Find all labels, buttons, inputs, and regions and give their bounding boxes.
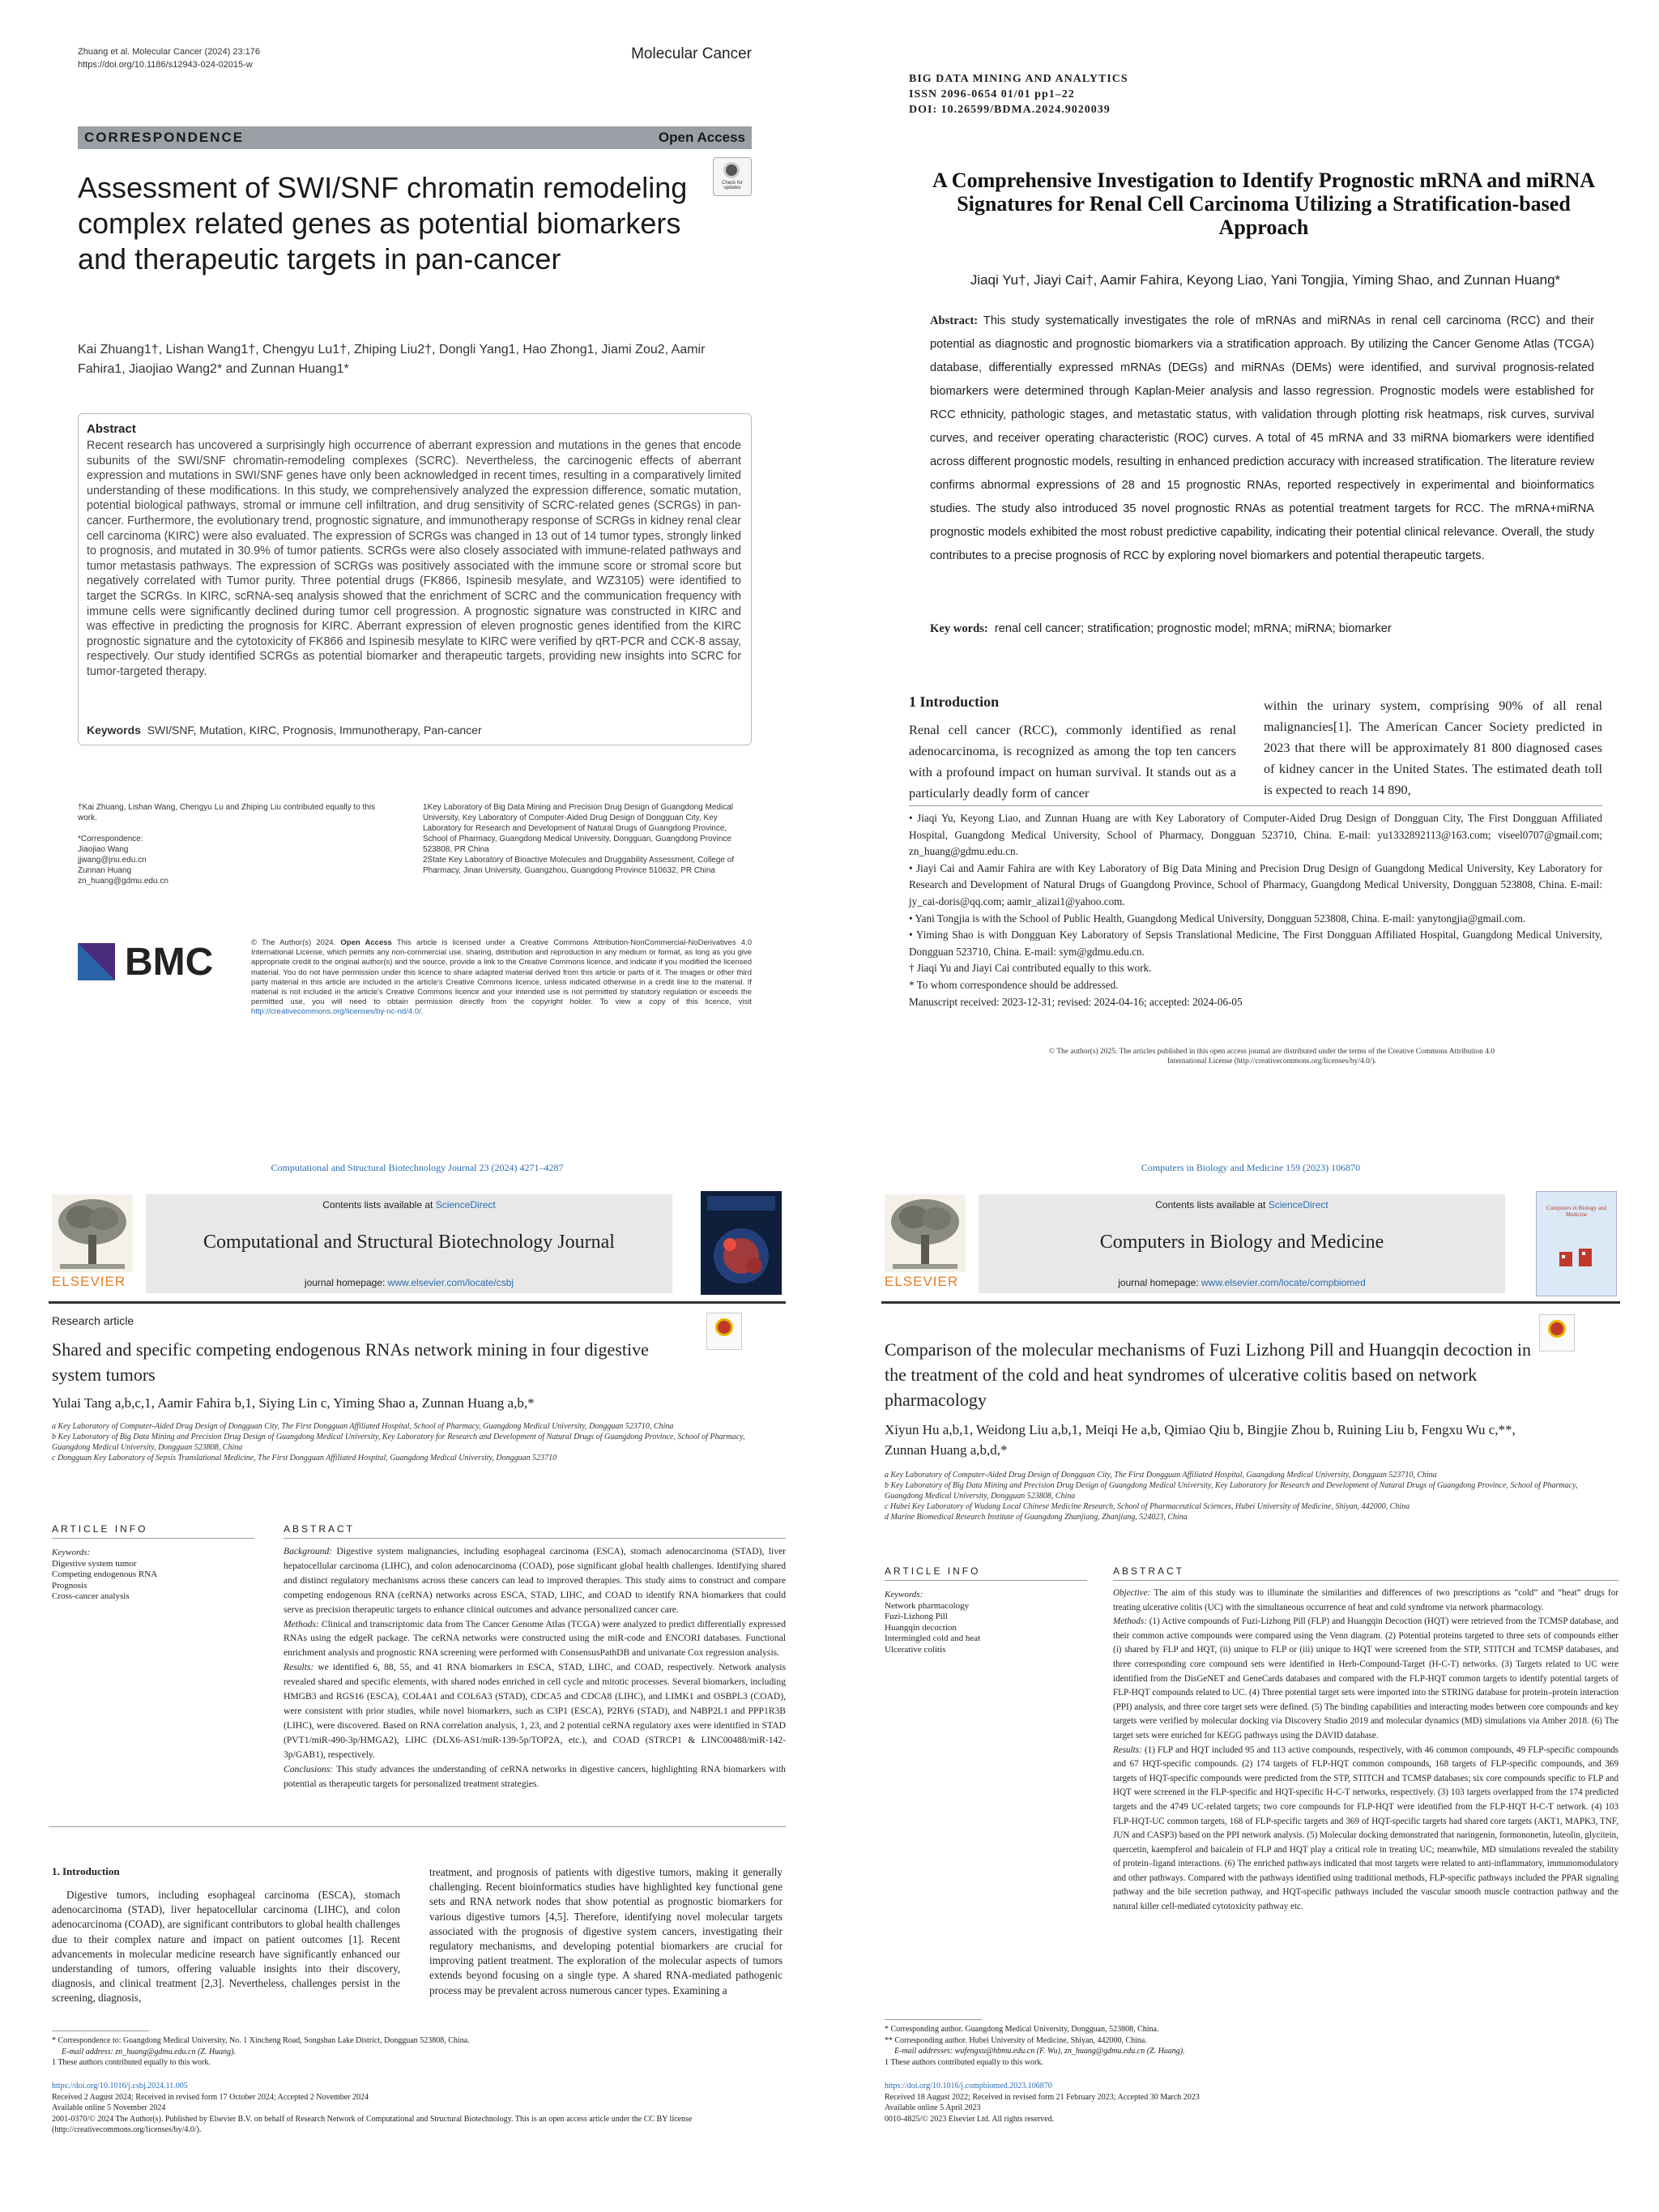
- paper-molecular-cancer: [73, 41, 761, 1029]
- abstract-body: The aim of this study was to illuminate the similarities and differences of two prescriptions as “cold” and “heat” drugs for treating ulcerative colitis (UC) with the simultaneous occurrence of heat and cold syndrome via network pharmacology.: [1113, 1588, 1618, 1612]
- journal-header-issn: ISSN 2096-0654 01/01 pp1–22: [909, 88, 1075, 100]
- contents-line: [979, 1199, 1505, 1211]
- abstract-paragraph: [1113, 1586, 1618, 1615]
- author-list: Jiaqi Yu†, Jiayi Cai†, Aamir Fahira, Keyong Liao, Yani Tongjia, Yiming Shao, and Zunnan Huang*: [970, 272, 1561, 288]
- keywords-label: Key words:: [930, 622, 988, 635]
- section-label: CORRESPONDENCE: [84, 130, 245, 145]
- crossmark-icon: [1548, 1320, 1566, 1338]
- abstract-text: [930, 310, 1594, 568]
- abstract-body: Digestive system malignancies, including esophageal carcinoma (ESCA), stomach adenocarcinoma (STAD), liver hepatocellular carcinoma (LIHC), and colon adenocarcinoma (COAD), pose significant global health challenges. Identifying shared and distinct regulatory mechanisms across these cancers can lead to improved therapies. This study aims to construct and compare competing endogenous RNA (ceRNA) networks across ESCA, STAD, LIHC, and COAD to identify RNA biomarkers that could serve as precision therapeutic targets to enhance clinical outcomes and advance personalized cancer care.: [284, 1546, 786, 1615]
- article-title: Assessment of SWI/SNF chromatin remodeling complex related genes as potential biomarkers and therapeutic targets in pan-cancer: [78, 171, 688, 275]
- article-info-heading: ARTICLE INFO: [885, 1565, 981, 1577]
- abstract-label: Results:: [284, 1662, 314, 1673]
- paper-csbj: [49, 1154, 786, 2167]
- abstract-bottom-rule: [49, 1826, 786, 1827]
- footnotes: [885, 2024, 1614, 2068]
- footnote-item: 1 These authors contributed equally to this work.: [52, 2058, 211, 2067]
- article-title: Comparison of the molecular mechanisms of Fuzi Lizhong Pill and Huangqin decoction in the treatment of the cold and heat syndromes of ulcerative colitis based on network pharmacology: [885, 1339, 1531, 1410]
- sciencedirect-link[interactable]: ScienceDirect: [1268, 1199, 1328, 1211]
- online-date: Available online 5 April 2023: [885, 2103, 981, 2112]
- footnote-item: E-mail addresses: wufengxu@hbmu.edu.cn (F. Wu), zn_huang@gdmu.edu.cn (Z. Huang).: [894, 2047, 1185, 2056]
- keywords-block: [52, 1548, 254, 1603]
- footnote-item: † Jiaqi Yu and Jiayi Cai contributed equally to this work.: [909, 962, 1152, 975]
- author-list: Kai Zhuang1†, Lishan Wang1†, Chengyu Lu1†, Zhiping Liu2†, Dongli Yang1, Hao Zhong1, Jiami Zou2, Aamir Fahira1, Jiaojiao Wang2* and Zunnan Huang1*: [78, 343, 706, 376]
- journal-header-name: BIG DATA MINING AND ANALYTICS: [909, 73, 1128, 85]
- affiliation-item: a Key Laboratory of Computer-Aided Drug Design of Dongguan City, The First Dongguan Affiliated Hospital, School of Pharmacy, Guangdong Medical University, Dongguan 523710, China: [52, 1422, 674, 1431]
- homepage-link[interactable]: www.elsevier.com/locate/compbiomed: [1201, 1277, 1366, 1288]
- contents-prefix: Contents lists available at: [1155, 1199, 1266, 1211]
- bmc-logo-text: BMC: [125, 941, 214, 984]
- license-line: 0010-4825/© 2023 Elsevier Ltd. All rights reserved.: [885, 2114, 1055, 2124]
- license-link[interactable]: http://creativecommons.org/licenses/by-nc-nd/4.0/.: [251, 1007, 424, 1017]
- keyword-item: Huangqin decoction: [885, 1622, 957, 1633]
- masthead: [979, 1194, 1505, 1293]
- article-meta: [885, 2081, 1614, 2124]
- abstract-label: Methods:: [284, 1618, 319, 1629]
- license-open-access: Open Access: [340, 938, 392, 947]
- license-text: [251, 938, 752, 1018]
- abstract-label: Results:: [1113, 1744, 1142, 1755]
- intro-heading: 1. Introduction: [52, 1865, 120, 1877]
- abstract-heading: ABSTRACT: [284, 1523, 356, 1535]
- abstract-rule: [284, 1538, 786, 1539]
- abstract-paragraph: [284, 1544, 786, 1617]
- footnote-item: * Correspondence to: Guangdong Medical University, No. 1 Xincheng Road, Songshan Lake District, Dongguan 523808, China.: [52, 2036, 470, 2045]
- abstract-paragraph: [284, 1762, 786, 1791]
- masthead-rule: [49, 1301, 786, 1304]
- abstract-paragraph: [284, 1617, 786, 1661]
- keyword-item: Cross-cancer analysis: [52, 1591, 130, 1601]
- footnote-item: 1 These authors contributed equally to this work.: [885, 2057, 1043, 2067]
- abstract-paragraph: [284, 1660, 786, 1761]
- check-updates-icon: [723, 162, 740, 178]
- footnote-left: †Kai Zhuang, Lishan Wang, Chengyu Lu and Zhiping Liu contributed equally to this work. *Correspondence: Jiaojiao Wang jjwang@jnu.edu.cn Zunnan Huang zn_huang@gdmu.edu.cn: [78, 803, 376, 886]
- keywords-text: SWI/SNF, Mutation, KIRC, Prognosis, Immunotherapy, Pan-cancer: [147, 724, 482, 737]
- section-bar: [78, 126, 752, 149]
- journal-header-doi: DOI: 10.26599/BDMA.2024.9020039: [909, 104, 1111, 116]
- bmc-logo-icon: [78, 943, 118, 984]
- abstract-label: Conclusions:: [284, 1763, 334, 1774]
- footnote-item: * To whom correspondence should be addressed.: [909, 978, 1119, 991]
- cover-title: Computers in Biology and Medicine: [1546, 1205, 1607, 1218]
- footnote-item: * Corresponding author. Guangdong Medical University, Dongguan, 523808, China.: [885, 2025, 1159, 2034]
- cover-art-icon: [701, 1191, 782, 1295]
- abstract-heading: Abstract: [87, 422, 136, 436]
- abstract-label: Background:: [284, 1546, 333, 1557]
- sciencedirect-link[interactable]: ScienceDirect: [435, 1199, 496, 1211]
- intro-right-column: treatment, and prognosis of patients with digestive tumors, making it generally challenging. Recent bioinformatics studies have highlighted key functional gene sets and RNA network nodes that show potential as prognostic biomarkers for various digestive tumors [4,5]. Therefore, identifying novel molecular targets associated with the prognosis of digestive system cancers, investigating their regulatory mechanisms, and developing potential biomarkers are crucial for improving patient treatment. The exploration of the molecular aspects of tumors extends beyond focusing on a single type. A shared RNA-mediated pathogenic process may be prevalent across numerous cancer types. Examining a: [429, 1866, 783, 1996]
- abstract-body: This study systematically investigates the role of mRNAs and miRNAs in renal cell carcinoma (RCC) and their potential as diagnostic and prognostic biomarkers via a stratification approach. By utilizing the Cancer Genome Atlas (TCGA) database, differentially expressed mRNAs (DEGs) and miRNAs (DEMs) were identified, and survival prognosis-related biomarkers were determined through Kaplan-Meier analysis and lasso regression. Prognostic models were established for RCC ethnicity, pathologic stages, and metastatic status, with validation through plotting risk heatmaps, risk curves, survival curves, and receiver operating characteristic (ROC) curves. A total of 45 mRNA and 33 miRNA biomarkers were identified across different prognostic models, resulting in enhanced prediction accuracy with increased stratification. The literature review confirms abnormal expressions of 28 and 15 prognostic RNAs, reported respectively in experimental and bioinformatics studies. The study also introduced 35 novel prognostic RNAs as potential treatment targets for RCC. The mRNA+miRNA prognostic models exhibited the most robust predictive capability, indicating their potential clinical relevance. Overall, the study contributes to a precise prognosis of RCC by exploring novel biomarkers and potential therapeutic targets.: [930, 314, 1595, 562]
- received-dates: Received 18 August 2022; Received in revised form 21 February 2023; Accepted 30 March 2023: [885, 2092, 1200, 2102]
- affiliation-item: b Key Laboratory of Big Data Mining and Precision Drug Design of Guangdong Medical University, Key Laboratory for Research and Development of Natural Drugs of Guangdong Province, School of Pharmacy, Guangdong Medical University, Dongguan 523808, China: [52, 1433, 745, 1452]
- keywords-text: renal cell cancer; stratification; prognostic model; mRNA; miRNA; biomarker: [994, 622, 1392, 635]
- footnote-item: • Yani Tongjia is with the School of Public Health, Guangdong Medical University, Dongguan 523808, China. E-mail: yanytongjia@gmail.com.: [909, 912, 1526, 925]
- keyword-item: Prognosis: [52, 1580, 87, 1591]
- abstract-paragraph: [1113, 1744, 1618, 1915]
- abstract-rule: [1113, 1580, 1618, 1581]
- crossmark-badge[interactable]: [1539, 1314, 1575, 1352]
- keywords-label: Keywords: [87, 724, 141, 737]
- abstract-body: Clinical and transcriptomic data from The Cancer Genome Atlas (TCGA) were analyzed to predict differentially expressed RNAs using the edgeR package. The ceRNA networks were constructed using the miR-code and ENCORI databases. Functional enrichment analysis and prognostic RNA screening were performed with ConsensusPathDB and univariate Cox regression analysis.: [284, 1618, 786, 1659]
- intro-heading: 1 Introduction: [909, 694, 1000, 710]
- doi-link[interactable]: https://doi.org/10.1016/j.compbiomed.2023.106870: [885, 2082, 1052, 2090]
- top-citation: Computers in Biology and Medicine 159 (2023) 106870: [1141, 1162, 1361, 1173]
- abstract-text: [284, 1544, 786, 1791]
- abstract-text: Recent research has uncovered a surprisingly high occurrence of aberrant expression and mutations in the genes that encode subunits of the SWI/SNF chromatin-remodeling complexes (SCRC). Nevertheless, the carcinogenic effects of aberrant expression and mutations in SWI/SNF genes have only been acknowledged in recent times, resulting in a comparatively limited understanding of these modifications. In this study, we comprehensively analyzed the expression difference, somatic mutation, potential biological pathways, stromal or immune cell infiltration, and drug sensitivity of SCRC-related genes (SCRGs) in pan-cancer. Furthermore, the evolutionary trend, prognostic signature, and immunotherapy response of SCRGs in kidney renal clear cell carcinoma (KIRC) were also evaluated. The expression of SCRGs was changed in 13 out of 14 tumor types, strongly linked to prognosis, and mutated in 30.9% of tumor patients. SCRGs were also closely associated with immune-related pathways and tumor metastasis pathways. The expression of SCRGs was positively associated with the immune score or stromal score but negatively correlated with Tumor purity. Three potential drugs (FK866, Ispinesib mesylate, and WZ3105) were identified to target the SCRGs. In KIRC, scRNA-seq analysis showed that the enrichment of SCRC and the communication frequency with immune cells were significantly declined during tumor cell progression. A prognostic signature was constructed in KIRC and was effective in predicting the prognosis for KIRC. Aberrant expression of eleven prognostic genes identified from the KIRC prognostic signature and the cytotoxicity of FK866 and Ispinesib mesylate to KIRC were verified by qRT-PCR and CCK-8 assay, respectively. Our study identified SCRGs as potential biomarker and therapeutic targets, providing new insights into SCRC for tumor-targeted therapy.: [87, 439, 741, 678]
- contents-prefix: Contents lists available at: [322, 1199, 433, 1211]
- received-dates: Received 2 August 2024; Received in revised form 17 October 2024; Accepted 2 November 2024: [52, 2092, 369, 2102]
- homepage-link[interactable]: www.elsevier.com/locate/csbj: [387, 1277, 514, 1288]
- abstract-body: This study advances the understanding of ceRNA networks in digestive cancers, highlighting RNA biomarkers with potential as therapeutic targets for personalized treatment strategies.: [284, 1763, 786, 1789]
- journal-cover: [1536, 1191, 1617, 1296]
- license-lead: © The Author(s) 2024.: [251, 938, 336, 947]
- footnotes: [52, 2035, 781, 2069]
- article-info-heading: ARTICLE INFO: [52, 1523, 148, 1535]
- online-date: Available online 5 November 2024: [52, 2103, 166, 2112]
- article-meta: [52, 2081, 781, 2136]
- bmc-logo: [78, 940, 240, 985]
- footnote-item: • Jiaqi Yu, Keyong Liao, and Zunnan Huang are with Key Laboratory of Computer-Aided Drug Design of Dongguan City, The First Dongguan Affiliated Hospital, Guangdong Medical University, School of Pharmacy, Dongguan 523710, China. E-mail: yu1332892113@163.com; viseel0707@gmail.com; zn_huang@gdmu.edu.cn.: [909, 812, 1602, 858]
- journal-cover: [701, 1191, 782, 1295]
- journal-title: Computers in Biology and Medicine: [1099, 1232, 1384, 1253]
- article-title: A Comprehensive Investigation to Identify Prognostic mRNA and miRNA Signatures for Renal Cell Carcinoma Utilizing a Stratification-based Approach: [932, 169, 1596, 239]
- license-line: 2001-0370/© 2024 The Author(s). Published by Elsevier B.V. on behalf of Research Network of Computational and Structural Biotechnology. This is an open access article under the CC BY license (http://creativecommons.org/licenses/by/4.0/).: [52, 2114, 693, 2134]
- footnote-item: ** Corresponding author. Hubei University of Medicine, Shiyan, 442000, China.: [885, 2035, 1147, 2045]
- abstract-label: Objective:: [1113, 1588, 1151, 1598]
- journal-title: Computational and Structural Biotechnology Journal: [203, 1232, 615, 1253]
- contents-line: [146, 1199, 672, 1211]
- affiliation-item: c Hubei Key Laboratory of Wudang Local Chinese Medicine Research, School of Pharmaceutical Sciences, Hubei University of Medicine, Shiyan, 442000, China: [885, 1502, 1410, 1511]
- keywords-line: [87, 724, 741, 737]
- masthead-rule: [881, 1301, 1620, 1304]
- elsevier-tree-logo: [885, 1194, 966, 1292]
- keyword-item: Intermingled cold and heat: [885, 1633, 981, 1643]
- keywords-line: [930, 622, 1594, 636]
- homepage-line: [146, 1277, 672, 1288]
- affiliations: [52, 1421, 765, 1463]
- paper-big-data-mining: [891, 65, 1620, 1086]
- footnote-right: 1Key Laboratory of Big Data Mining and Precision Drug Design of Guangdong Medical University, Key Laboratory of Computer-Aided Drug Design of Dongguan City, Key Laboratory for Research and Development of Natural Drugs of Guangdong Province, School of Pharmacy, Guangdong Medical University, Dongguan, Guangdong Province 523808, PR China 2State Key Laboratory of Bioactive Molecules and Druggability Assessment, College of Pharmacy, Jinan University, Guangzhou, Guangdong Province 510632, PR China: [423, 803, 735, 875]
- abstract-body: (1) Active compounds of Fuzi-Lizhong Pill (FLP) and Huangqin Decoction (HQT) were retrieved from the TCMSP database, and their common active compounds were compared using the Venn diagram. (2) Potential proteins targeted to three sets of compounds either (i) shared by FLP and HQT, (ii) unique to FLP or (iii) unique to HQT were screened from the STP, STITCH and TCMSP databases, and three corresponding core compound sets were identified in Herb-Compound-Target (H-C-T) networks. (3) Targets related to UC were identified from the DisGeNET and GeneCards databases and compared with the FLP-HQT common targets to identify potential targets of FLP-HQT compounds related to UC. (4) Three potential target sets were imported into the STRING database for protein–protein interaction (PPI) analysis, and three core target sets were defined. (5) The binding capabilities and interacting modes between core compounds and key targets were verified by molecular docking via Discovery Studio 2019 and molecular dynamics (MD) simulations via Amber 2018. (6) The target sets were enriched for KEGG pathways using the DAVID database.: [1113, 1616, 1618, 1740]
- footnote-rule: [909, 805, 1602, 806]
- homepage-prefix: journal homepage:: [1118, 1277, 1199, 1288]
- masthead: [146, 1194, 672, 1293]
- elsevier-tree-logo: [52, 1194, 133, 1292]
- affiliations: [885, 1470, 1597, 1522]
- intro-left-column: Renal cell cancer (RCC), commonly identified as renal adenocarcinoma, is recognized as among the top ten cancers with a profound impact on human survival. It stands out as a particularly deadly form of cancer: [909, 722, 1236, 801]
- keyword-item: Digestive system tumor: [52, 1558, 137, 1569]
- abstract-label: Methods:: [1113, 1616, 1147, 1627]
- elsevier-wordmark: ELSEVIER: [52, 1274, 126, 1289]
- article-info-rule: [52, 1538, 254, 1539]
- abstract-body: (1) FLP and HQT included 95 and 113 active compounds, respectively, with 46 common compounds, 49 FLP-specific compounds and 67 HQT-specific compounds. (2) 174 targets of FLP-HQT common compounds, 168 targets of FLP-specific compounds, and 369 targets of HQT-specific compounds were predicted from the STP, STITCH and TCMSP databases; six core compounds specific to FLP and HQT were screened in the FLP-specific and HQT-specific H-C-T networks, respectively. (3) 103 targets overlapped from the 174 predicted targets and the 4749 UC-related targets; two core compounds for FLP-HQT were identified from the FLP-HQT H-C-T network. (4) 103 FLP-HQT-UC common targets, 168 of FLP-specific targets and 369 of HQT-specific targets had shared core targets (AKT1, MAPK3, TNF, JUN and CASP3) based on the PPI network analysis. (5) Molecular docking demonstrated that naringenin, formononetin, luteolin, glycitein, quercetin, kaempferol and baicalein of FLP and HQT play a critical role in treating UC; meanwhile, MD simulations revealed the stability of protein–ligand interactions. (6) The enriched pathways indicated that most targets were related to anti-inflammatory, immunomodulatory and other pathways. Compared with the pathways identified using traditional methods, FLP-specific pathways included the PPAR signaling pathway and the bile secretion pathway, and HQT-specific pathways included the vascular smooth muscle contraction pathway and the natural killer cell-mediated cytotoxicity pathway etc.: [1113, 1744, 1618, 1912]
- keywords-block: [885, 1590, 1087, 1655]
- elsevier-tree-icon: [885, 1194, 966, 1272]
- footnotes: [909, 810, 1602, 1010]
- copyright-note: © The author(s) 2025. The articles published in this open access journal are distributed under the terms of the Creative Commons Attribution 4.0 International License (http://creativecommons.org/licenses/by/4.0/).: [1048, 1048, 1495, 1065]
- footnote-item: • Jiayi Cai and Aamir Fahira are with Key Laboratory of Big Data Mining and Precision Drug Design of Guangdong Medical University, Key Laboratory for Research and Development of Natural Drugs of Guangdong Province, School of Pharmacy, Guangdong Medical University, Dongguan 523808, China. E-mail: jy_cai-doris@qq.com; aamir_alizai1@yahoo.com.: [909, 861, 1602, 907]
- top-citation: Computational and Structural Biotechnology Journal 23 (2024) 4271–4287: [271, 1162, 564, 1173]
- abstract-box: [78, 413, 752, 745]
- paper-compbiomed: [881, 1154, 1620, 2167]
- author-list: Yulai Tang a,b,c,1, Aamir Fahira b,1, Siying Lin c, Yiming Shao a, Zunnan Huang a,b,*: [52, 1395, 535, 1411]
- crossmark-icon: [715, 1318, 733, 1336]
- abstract-text: [1113, 1586, 1618, 1915]
- journal-header: [909, 71, 1128, 117]
- cover-art-icon: [1537, 1237, 1616, 1286]
- keywords-label: Keywords:: [52, 1548, 91, 1557]
- crossmark-badge[interactable]: [706, 1313, 742, 1350]
- journal-name: Molecular Cancer: [631, 45, 752, 62]
- article-type: Research article: [52, 1314, 134, 1327]
- footnote-rule: [885, 2019, 982, 2020]
- affiliation-item: d Marine Biomedical Research Institute of Guangdong Zhanjiang, Zhanjiang, 524023, China: [885, 1513, 1188, 1522]
- affiliation-item: c Dongguan Key Laboratory of Sepsis Translational Medicine, The First Dongguan Affiliated Hospital, Guangdong Medical University, Dongguan 523710: [52, 1454, 557, 1463]
- footnote-item: • Yiming Shao is with Dongguan Key Laboratory of Sepsis Translational Medicine, The First Dongguan Affiliated Hospital, Guangdong Medical University, Dongguan 523710, China. E-mail: sym@gdmu.edu.cn.: [909, 929, 1602, 958]
- elsevier-wordmark: ELSEVIER: [885, 1274, 959, 1289]
- license-body: This article is licensed under a Creative Commons Attribution-NonCommercial-NoDerivatives 4.0 International License, which permits any non-commercial use, sharing, distribution and reproduction in any medium or format, as long as you give appropriate credit to the original author(s) and the source, provide a link to the Creative Commons licence, and indicate if you modified the licensed material. You do not have permission under this licence to share adapted material derived from this article or parts of it. The images or other third party material in this article are included in the article's Creative Commons licence, unless indicated otherwise in a credit line to the material. If material is not included in the article's Creative Commons licence and your intended use is not permitted by statutory regulation or exceeds the permitted use, you will need to obtain permission directly from the copyright holder. To view a copy of this licence, visit: [251, 938, 753, 1007]
- keyword-item: Ulcerative colitis: [885, 1644, 946, 1655]
- keyword-item: Competing endogenous RNA: [52, 1569, 158, 1579]
- keyword-item: Network pharmacology: [885, 1600, 970, 1611]
- doi[interactable]: https://doi.org/10.1186/s12943-024-02015-w: [78, 60, 253, 70]
- homepage-line: [979, 1277, 1505, 1288]
- author-list: Xiyun Hu a,b,1, Weidong Liu a,b,1, Meiqi He a,b, Qimiao Qiu b, Bingjie Zhou b, Ruining Liu b, Fengxu Wu c,**, Zunnan Huang a,b,d,*: [885, 1422, 1516, 1458]
- homepage-prefix: journal homepage:: [304, 1277, 386, 1288]
- affiliation-item: a Key Laboratory of Computer-Aided Drug Design of Dongguan City, The First Dongguan Affiliated Hospital, Guangdong Medical University, Dongguan 523710, China: [885, 1471, 1437, 1480]
- citation: Zhuang et al. Molecular Cancer (2024) 23:176: [78, 47, 261, 57]
- keywords-label: Keywords:: [885, 1590, 923, 1599]
- intro-right-column: within the urinary system, comprising 90% of all renal malignancies[1]. The American Cancer Society predicted in 2023 that there will be approximately 81 800 diagnosed cases of kidney cancer in the United States. The estimated death toll is expected to reach 14 890,: [1264, 698, 1602, 797]
- elsevier-tree-icon: [52, 1194, 133, 1272]
- footnote-item: Manuscript received: 2023-12-31; revised: 2024-04-16; accepted: 2024-06-05: [909, 995, 1243, 1008]
- doi-link[interactable]: https://doi.org/10.1016/j.csbj.2024.11.005: [52, 2082, 188, 2090]
- abstract-paragraph: [1113, 1615, 1618, 1743]
- article-info-rule: [885, 1580, 1087, 1581]
- abstract-heading: ABSTRACT: [1113, 1565, 1185, 1577]
- intro-left-column: Digestive tumors, including esophageal carcinoma (ESCA), stomach adenocarcinoma (STAD), liver hepatocellular carcinoma (LIHC), and colon adenocarcinoma (COAD), are significant contributors to global health challenges due to their complex nature and impact on patient outcomes [1]. Recent advancements in molecular medicine research have significantly enhanced our understanding of tumors, offering valuable insights into their discovery, diagnosis, and clinical treatment [2,3]. Nevertheless, challenges persist in the screening, diagnosis,: [52, 1889, 400, 2005]
- open-access-label: Open Access: [658, 130, 745, 145]
- check-updates-badge[interactable]: [713, 157, 752, 196]
- check-updates-text: Check for updates: [722, 181, 743, 190]
- abstract-label: Abstract:: [930, 314, 979, 327]
- affiliation-item: b Key Laboratory of Big Data Mining and Precision Drug Design of Guangdong Medical University, Key Laboratory for Research and Development of Natural Drugs of Guangdong Province, School of Pharmacy, Guangdong Medical University, Dongguan 523808, China: [885, 1481, 1578, 1501]
- footnote-item: E-mail address: zn_huang@gdmu.edu.cn (Z. Huang).: [62, 2047, 236, 2056]
- keyword-item: Fuzi-Lizhong Pill: [885, 1612, 948, 1621]
- article-title: Shared and specific competing endogenous RNAs network mining in four digestive system tumors: [52, 1339, 649, 1385]
- abstract-body: we identified 6, 88, 55, and 41 RNA biomarkers in ESCA, STAD, LIHC, and COAD, respectively. Network analysis revealed shared and specific elements, with shared nodes enriched in cell cycle and mitotic processes. Several biomarkers, including HMGB3 and RGS16 (ESCA), COL4A1 and COL6A3 (STAD), CDCA5 and CDCA8 (LIHC), and LIMK1 and OSBPL3 (COAD), were consistent with prior studies, while novel biomarkers, such as C3P1 (ESCA), P2RY6 (STAD), and N4BP2L1 and PPP1R3B (LIHC), were discovered. Based on RNA correlation analysis, 1, 23, and 2 potential ceRNA regulatory axes were identified in STAD (PVT1/miR-490-3p/HMGA2), LIHC (DLX6-AS1/miR-139-5p/TOP2A, etc.), and COAD (STRCP1 & LINC00488/miR-142-3p/GAB1), respectively.: [284, 1662, 786, 1760]
